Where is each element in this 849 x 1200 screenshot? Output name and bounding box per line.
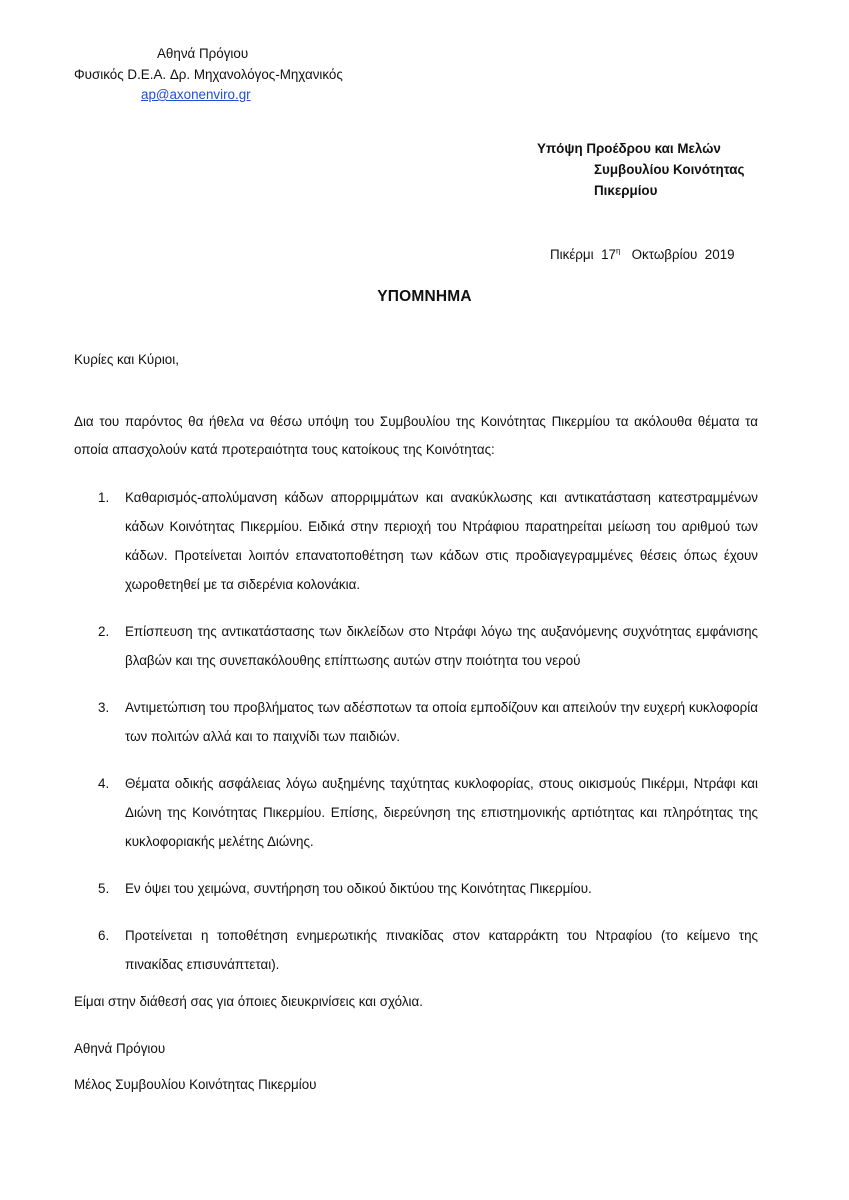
signature-name: Αθηνά Πρόγιου (74, 1041, 166, 1056)
salutation: Κυρίες και Κύριοι, (74, 352, 179, 367)
list-item-number: 5. (98, 881, 110, 896)
intro-paragraph: Δια του παρόντος θα ήθελα να θέσω υπόψη του Συμβουλίου της Κοινότητας Πικερμίου τα ακόλουθα θέματα τα οποία απασχολούν κατά προτεραιότητα τους κατοίκους της Κοινότητας: (74, 414, 758, 457)
signature-role: Μέλος Συμβουλίου Κοινότητας Πικερμίου (74, 1077, 317, 1092)
list-item-number: 3. (98, 700, 110, 715)
list-item-text: Προτείνεται η τοποθέτηση ενημερωτικής πινακίδας στον καταρράκτη του Ντραφίου (το κείμενο της πινακίδας επισυνάπτεται). (125, 928, 758, 972)
list-item (0, 874, 849, 903)
list-item-number: 4. (98, 776, 110, 791)
closing-text: Είμαι στην διάθεσή σας για όποιες διευκρινίσεις και σχόλια. (74, 994, 423, 1009)
list-item-text: Καθαρισμός-απολύμανση κάδων απορριμμάτων και ανακύκλωσης και αντικατάσταση κατεστραμμένων κάδων Κοινότητας Πικερμίου. Ειδικά στην περιοχή του Ντράφιου παρατηρείται μείωση του αριθμού των κάδων. Προτείνεται λοιπόν επανατοποθέτηση των κάδων στις προδιαγεγραμμένες θέσεις όπως έχουν χωροθετηθεί με τα σιδερένια κολονάκια. (125, 490, 758, 592)
list-item-number: 2. (98, 624, 110, 639)
sender-email-link[interactable]: ap@axonenviro.gr (141, 87, 251, 102)
list-item (0, 483, 849, 599)
recipient-line-2: Συμβουλίου Κοινότητας (594, 162, 745, 177)
sender-qualification: Φυσικός D.E.A. Δρ. Μηχανολόγος-Μηχανικός (74, 67, 343, 82)
date-line (550, 247, 735, 262)
list-item (0, 617, 849, 675)
list-item-text: Εν όψει του χειμώνα, συντήρηση του οδικού δικτύου της Κοινότητας Πικερμίου. (125, 881, 592, 896)
date-month: Οκτωβρίου (631, 247, 698, 262)
list-item-text: Θέματα οδικής ασφάλειας λόγω αυξημένης ταχύτητας κυκλοφορίας, στους οικισμούς Πικέρμι, Ντράφι και Διώνη της Κοινότητας Πικερμίου. Επίσης, διερεύνηση της επιστημονικής αρτιότητας και πληρότητας της κυκλοφοριακής μελέτης Διώνης. (125, 776, 758, 849)
list-item-number: 6. (98, 928, 110, 943)
list-item (0, 693, 849, 751)
date-day-suffix: η (615, 246, 621, 256)
sender-name: Αθηνά Πρόγιου (157, 46, 249, 61)
list-item (0, 921, 849, 979)
list-item-text: Επίσπευση της αντικατάστασης των δικλείδων στο Ντράφι λόγω της αυξανόμενης συχνότητας εμφάνισης βλαβών και της συνεπακόλουθης επίπτωσης αυτών στην ποιότητα του νερού (125, 624, 758, 668)
issues-list (0, 483, 849, 997)
list-item (0, 769, 849, 856)
list-item-number: 1. (98, 490, 110, 505)
recipient-line-3: Πικερμίου (594, 183, 658, 198)
list-item-text: Αντιμετώπιση του προβλήματος των αδέσποτων τα οποία εμποδίζουν και απειλούν την ευχερή κυκλοφορία των πολιτών αλλά και το παιχνίδι των παιδιών. (125, 700, 758, 744)
recipient-line-1: Υπόψη Προέδρου και Μελών (537, 141, 721, 156)
document-title: ΥΠΟΜΝΗΜΑ (377, 288, 472, 305)
date-place: Πικέρμι (550, 247, 594, 262)
date-year: 2019 (704, 247, 735, 262)
date-day: 17 (601, 247, 616, 262)
